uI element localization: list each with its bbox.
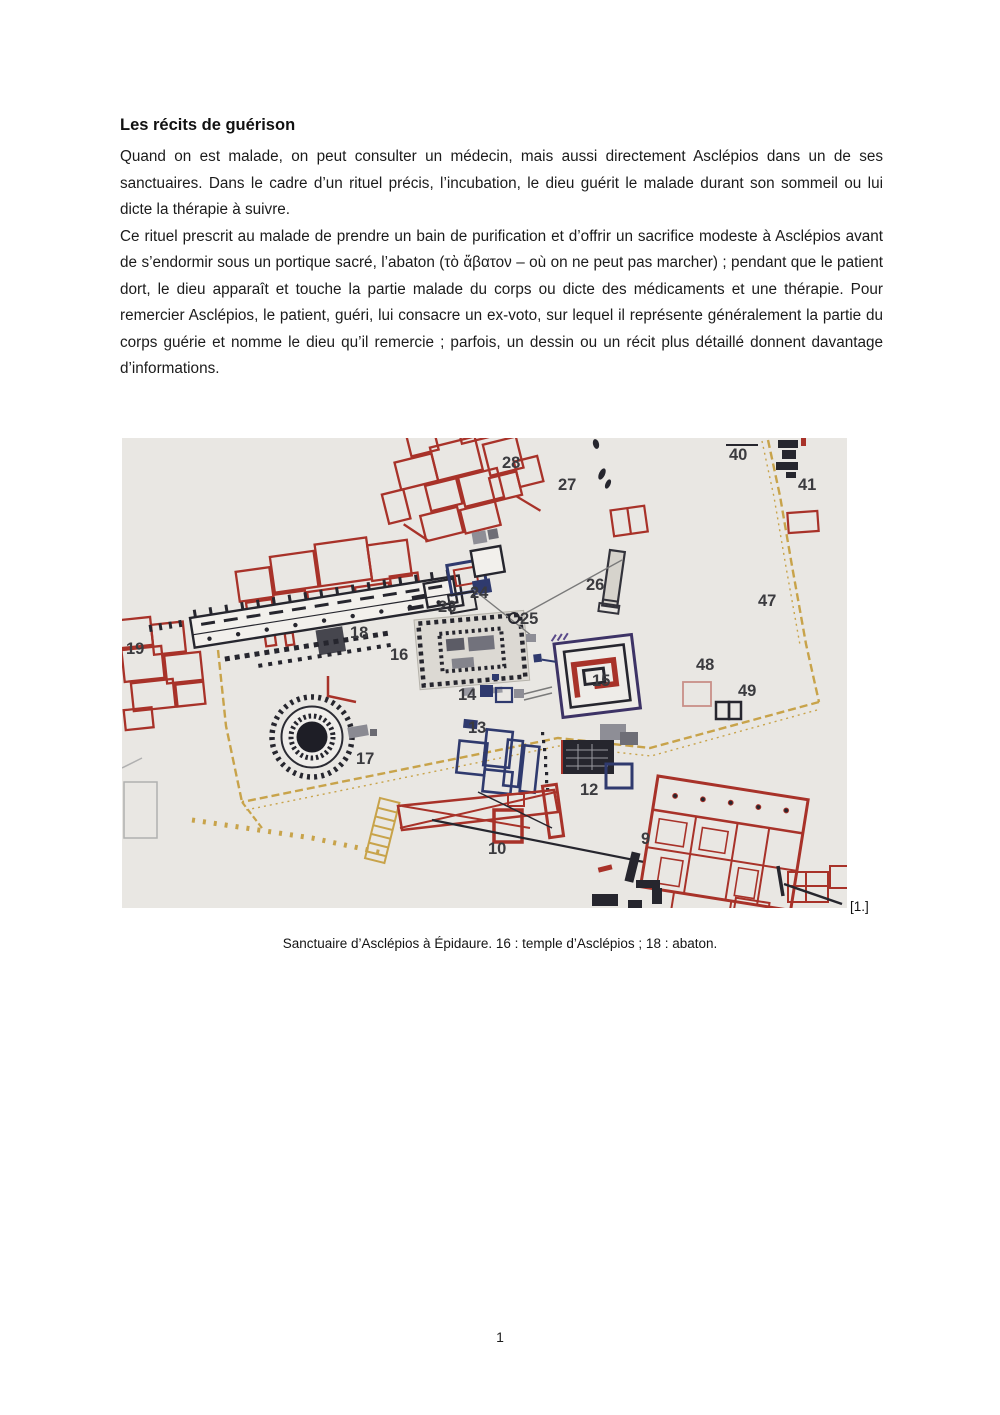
svg-text:18: 18 [350, 624, 369, 642]
page-number: 1 [496, 1329, 504, 1345]
svg-text:49: 49 [738, 682, 757, 700]
text-block [120, 116, 883, 383]
svg-text:24: 24 [470, 584, 489, 602]
red-tick [801, 438, 806, 446]
figure-caption: Sanctuaire d’Asclépios à Épidaure. 16 : temple d’Asclépios ; 18 : abaton. [282, 936, 718, 951]
site-plan-map [122, 438, 847, 908]
svg-text:13: 13 [468, 719, 487, 737]
svg-text:40: 40 [729, 446, 748, 464]
svg-text:25: 25 [520, 610, 539, 628]
svg-text:19: 19 [126, 640, 145, 658]
svg-text:47: 47 [758, 592, 777, 610]
svg-text:26: 26 [586, 576, 605, 594]
svg-text:12: 12 [580, 781, 599, 799]
svg-text:48: 48 [696, 656, 715, 674]
paragraph-1: Quand on est malade, on peut consulter un médecin, mais aussi directement Asclépios dans un de ses sanctuaires. Dans le cadre d’un rituel précis, l’incubation, le dieu guérit le malade durant son sommeil ou lui dicte la thérapie à suivre. [120, 148, 883, 218]
svg-text:16: 16 [390, 646, 409, 664]
figure-site-plan [122, 438, 869, 914]
svg-text:23: 23 [438, 598, 457, 616]
svg-text:10: 10 [488, 840, 507, 858]
svg-text:27: 27 [558, 476, 577, 494]
svg-text:14: 14 [458, 686, 477, 704]
gray-fragment [526, 634, 536, 642]
citation-marker: [1.] [850, 899, 869, 914]
svg-text:15: 15 [592, 672, 611, 690]
heading: Les récits de guérison [120, 116, 296, 134]
svg-text:9: 9 [641, 830, 651, 848]
svg-text:17: 17 [356, 750, 375, 768]
svg-text:41: 41 [798, 476, 817, 494]
svg-text:28: 28 [502, 454, 521, 472]
paragraph-2: Ce rituel prescrit au malade de prendre un bain de purification et d’offrir un sacrifice modeste à Asclépios avant de s’endormir sous un portique sacré, l’abaton (τὸ ἄβατον – où on ne peut pas marcher) ; pendant que le patient dort, le dieu apparaît et touche la partie malade du corps ou dicte des médicaments et une thérapie. Pour remercier Asclépios, le patient, guéri, lui consacre un ex-voto, sur lequel il représente généralement la partie du corps guérie et nomme le dieu qu’il remercie ; parfois, un dessin ou un récit plus détaillé donnent davantage d’informations. [120, 227, 883, 377]
